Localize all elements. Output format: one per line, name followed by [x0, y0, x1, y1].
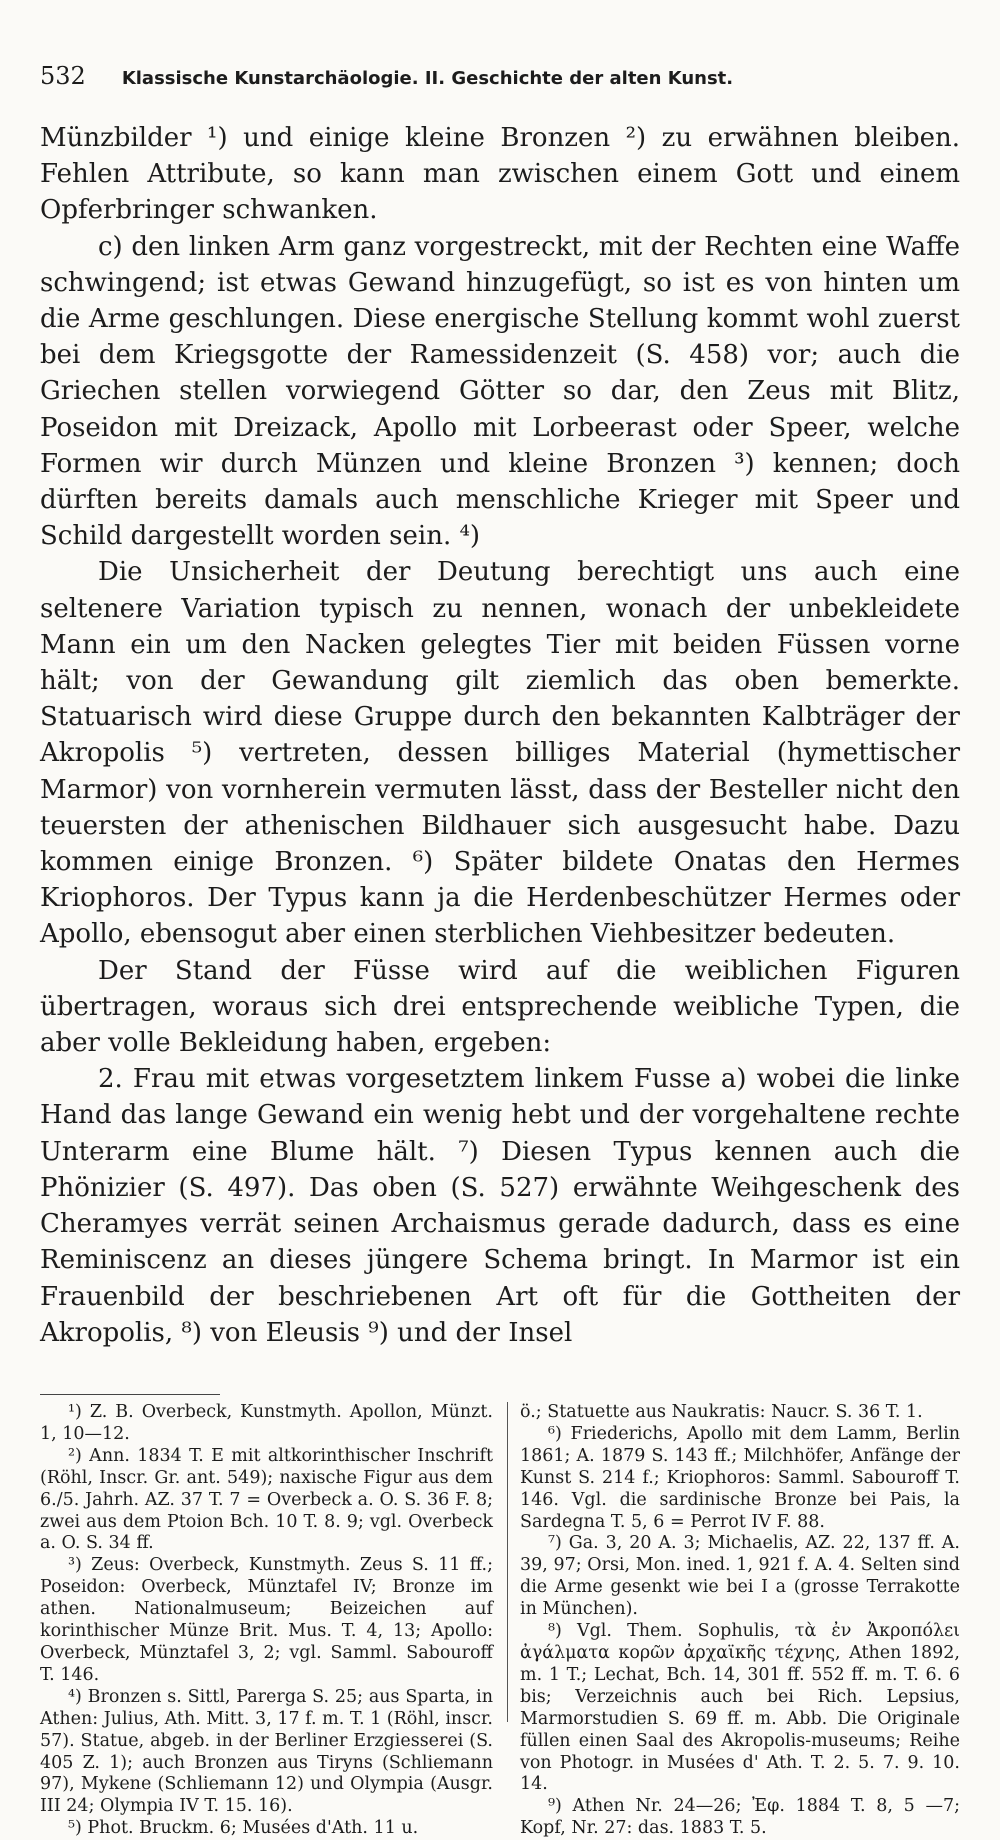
running-title: Klassische Kunstarchäologie. II. Geschichte der alten Kunst.	[121, 68, 734, 89]
page-number: 532	[40, 62, 86, 90]
footnote: ⁴) Bronzen s. Sittl, Parerga S. 25; aus Sparta, in Athen: Julius, Ath. Mitt. 3, 17 f. m. T. 1 (Röhl, inscr. 57). Statue, abgeb. in der Berliner Erzgiesserei (S. 405 Z. 1); auch Bronzen aus Tiryns (Schliemann 97), Mykene (Schliemann 12) und Olympia (Ausgr. III 24; Olympia IV T. 15. 16).	[40, 1686, 493, 1817]
footnote: ⁸) Vgl. Them. Sophulis, τὰ ἐν Ἀκροπόλει ἀγάλματα κορῶν ἀρχαϊκῆς τέχνης, Athen 1892, m. 1 T.; Lechat, Bch. 14, 301 ff. 552 ff. m. T. 6. 6 bis; Verzeichnis auch bei Rich. Lepsius, Marmorstudien S. 69 ff. m. Abb. Die Originale füllen einen Saal des Akropolis-museums; Reihe von Photogr. in Musées d' Ath. T. 2. 5. 7. 9. 10. 14.	[520, 1621, 960, 1795]
footnote: ²) Ann. 1834 T. E mit altkorinthischer Inschrift (Röhl, Inscr. Gr. ant. 549); naxische Figur aus dem 6./5. Jahrh. AZ. 37 T. 7 = Overbeck a. O. S. 36 F. 8; zwei aus dem Ptoion Bch. 10 T. 8. 9; vgl. Overbeck a. O. S. 34 ff.	[40, 1445, 493, 1554]
main-text	[40, 120, 960, 1351]
footnotes	[40, 1402, 960, 1839]
footnote: ⁶) Friederichs, Apollo mit dem Lamm, Berlin 1861; A. 1879 S. 143 ff.; Milchhöfer, Anfänge der Kunst S. 214 f.; Kriophoros: Samml. Sabouroff T. 146. Vgl. die sardinische Bronze bei Pais, la Sardegna T. 5, 6 = Perrot IV F. 88.	[520, 1423, 960, 1532]
paragraph: c) den linken Arm ganz vorgestreckt, mit der Rechten eine Waffe schwingend; ist etwas Gewand hinzugefügt, so ist es von hinten um die Arme geschlungen. Diese energische Stellung kommt wohl zuerst bei dem Kriegsgotte der Ramessidenzeit (S. 458) vor; auch die Griechen stellen vorwiegend Götter so dar, den Zeus mit Blitz, Poseidon mit Dreizack, Apollo mit Lorbeerast oder Speer, welche Formen wir durch Münzen und kleine Bronzen ³) kennen; doch dürften bereits damals auch menschliche Krieger mit Speer und Schild dargestellt worden sein. ⁴)	[40, 231, 960, 552]
footnotes-right-column	[507, 1402, 960, 1839]
footnote: ⁹) Athen Nr. 24—26; Ἐφ. 1884 T. 8, 5 —7; Kopf, Nr. 27: das. 1883 T. 5.	[520, 1796, 960, 1839]
footnote: ¹) Z. B. Overbeck, Kunstmyth. Apollon, Münzt. 1, 10—12.	[40, 1402, 493, 1444]
paragraph: Münzbilder ¹) und einige kleine Bronzen ²) zu erwähnen bleiben. Fehlen Attribute, so kann man zwischen einem Gott und einem Opferbringer schwanken.	[40, 123, 960, 226]
footnote: ³) Zeus: Overbeck, Kunstmyth. Zeus S. 11 ff.; Poseidon: Overbeck, Münztafel IV; Bronze im athen. Nationalmuseum; Beizeichen auf korinthischer Münze Brit. Mus. T. 4, 13; Apollo: Overbeck, Münztafel 3, 2; vgl. Samml. Sabouroff T. 146.	[40, 1555, 493, 1685]
paragraph: Der Stand der Füsse wird auf die weiblichen Figuren übertragen, woraus sich drei entsprechende weibliche Typen, die aber volle Bekleidung haben, ergeben:	[40, 955, 960, 1059]
paragraph: Die Unsicherheit der Deutung berechtigt uns auch eine seltenere Variation typisch zu nennen, wonach der unbekleidete Mann ein um den Nacken gelegtes Tier mit beiden Füssen vorne hält; von der Gewandung gilt ziemlich das oben bemerkte. Statuarisch wird diese Gruppe durch den bekannten Kalbträger der Akropolis ⁵) vertreten, dessen billiges Material (hymettischer Marmor) von vornherein vermuten lässt, dass der Besteller nicht den teuersten der athenischen Bildhauer sich ausgesucht habe. Dazu kommen einige Bronzen. ⁶) Später bildete Onatas den Hermes Kriophoros. Der Typus kann ja die Herdenbeschützer Hermes oder Apollo, ebensogut aber einen sterblichen Viehbesitzer bedeuten.	[40, 557, 960, 950]
footnotes-left-column	[40, 1402, 493, 1839]
footnote: ⁷) Ga. 3, 20 A. 3; Michaelis, AZ. 22, 137 ff. A. 39, 97; Orsi, Mon. ined. 1, 921 f. A. 4. Selten sind die Arme gesenkt wie bei I a (grosse Terrakotte in München).	[520, 1533, 960, 1620]
footnote-rule	[40, 1394, 220, 1395]
paragraph: 2. Frau mit etwas vorgesetztem linkem Fusse a) wobei die linke Hand das lange Gewand ein wenig hebt und der vorgehaltene rechte Unterarm eine Blume hält. ⁷) Diesen Typus kennen auch die Phönizier (S. 497). Das oben (S. 527) erwähnte Weihgeschenk des Cheramyes verrät seinen Archaismus gerade dadurch, dass es eine Reminiscenz an dieses jüngere Schema bringt. In Marmor ist ein Frauenbild der beschriebenen Art oft für die Gottheiten der Akropolis, ⁸) von Eleusis ⁹) und der Insel	[40, 1064, 960, 1348]
footnote-continuation: ö.; Statuette aus Naukratis: Naucr. S. 36 T. 1.	[520, 1402, 923, 1422]
running-header	[40, 62, 960, 90]
footnote: ⁵) Phot. Bruckm. 6; Musées d'Ath. 11 u.	[68, 1818, 419, 1839]
